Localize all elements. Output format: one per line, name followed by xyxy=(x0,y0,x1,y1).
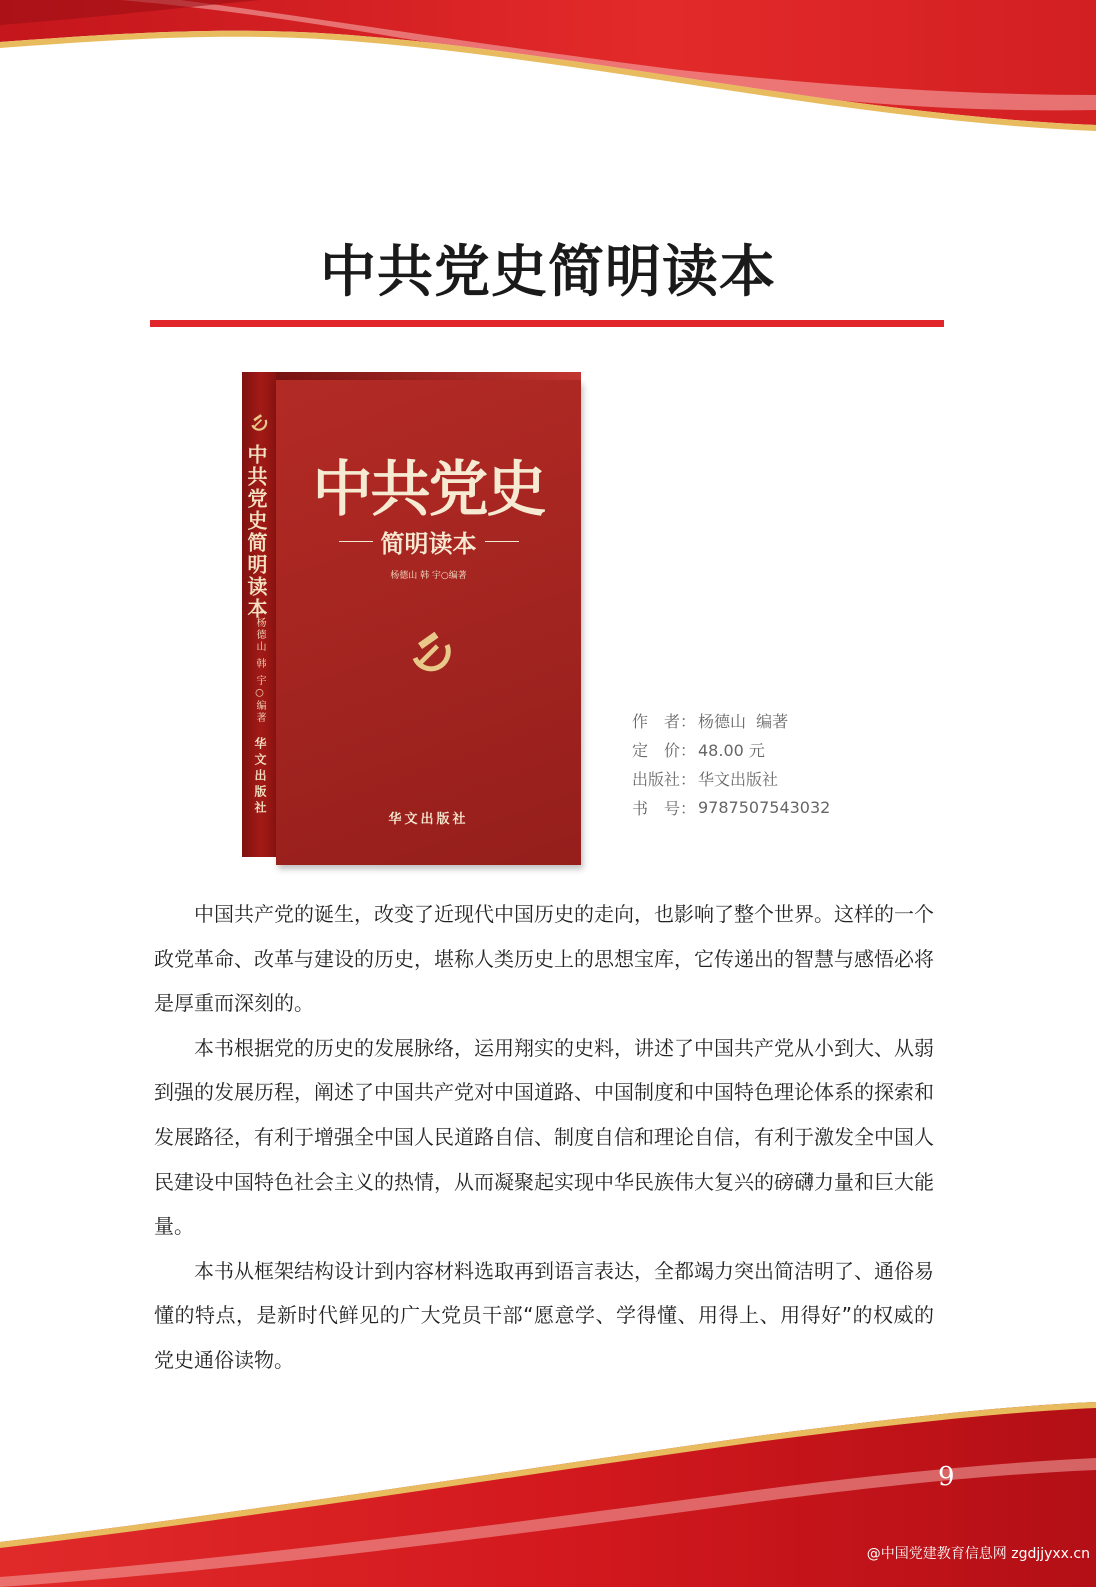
info-row-author xyxy=(632,706,830,735)
title-underline xyxy=(150,320,944,327)
cover-subtitle: 简明读本 xyxy=(380,530,477,558)
cover-subtitle-row xyxy=(276,524,581,559)
paragraph: 本书根据党的历史的发展脉络，运用翔实的史料，讲述了中国共产党从小到大、从弱到强的发展历程，阐述了中国共产党对中国道路、中国制度和中国特色理论体系的探索和发展路径，有利于增强全中国人民道路自信、制度自信和理论自信，有利于激发全中国人民建设中国特色社会主义的热情，从而凝聚起实现中华民族伟大复兴的磅礴力量和巨大能量。 xyxy=(154,1035,934,1239)
cover-subtitle-line-right xyxy=(485,541,519,542)
info-value: 9787507543032 xyxy=(698,798,831,817)
book-description xyxy=(154,892,934,1383)
cover-publisher: 华文出版社 xyxy=(388,812,469,827)
top-ribbon-decoration xyxy=(0,0,1096,135)
book-top-edge xyxy=(242,372,581,380)
book-info xyxy=(632,706,830,822)
page-title: 中共党史简明读本 xyxy=(320,240,776,305)
info-row-price xyxy=(632,735,830,764)
info-label: 书 号： xyxy=(632,799,697,818)
book-cover-image xyxy=(242,372,587,865)
info-row-publisher xyxy=(632,764,830,793)
spine-publisher: 华文出版社 xyxy=(253,737,267,817)
info-label: 出版社： xyxy=(632,770,697,789)
cover-subtitle-line-left xyxy=(339,541,373,542)
info-value: 华文出版社 xyxy=(698,770,779,789)
info-label: 定 价： xyxy=(632,741,697,760)
cover-title: 中共党史 xyxy=(312,455,545,525)
page-number: 9 xyxy=(938,1462,955,1492)
info-value: 48.00 元 xyxy=(698,741,765,760)
hammer-sickle-icon xyxy=(406,628,456,678)
hammer-sickle-icon xyxy=(248,412,270,434)
cover-author: 杨德山 韩 宇○编著 xyxy=(390,571,467,581)
info-row-isbn xyxy=(632,793,830,822)
paragraph: 中国共产党的诞生，改变了近现代中国历史的走向，也影响了整个世界。这样的一个政党革命、改革与建设的历史，堪称人类历史上的思想宝库，它传递出的智慧与感悟必将是厚重而深刻的。 xyxy=(154,902,934,1016)
spine-author: 杨德山 韩 宇○编著 xyxy=(254,617,265,725)
book-spine xyxy=(242,372,276,857)
paragraph: 本书从框架结构设计到内容材料选取再到语言表达，全都竭力突出简洁明了、通俗易懂的特点，是新时代鲜见的广大党员干部“愿意学、学得懂、用得上、用得好”的权威的党史通俗读物。 xyxy=(154,1258,934,1372)
info-label: 作 者： xyxy=(632,712,697,731)
info-value: 杨德山 编著 xyxy=(698,712,789,731)
watermark: @中国党建教育信息网 zgdjjyxx.cn xyxy=(866,1546,1090,1562)
spine-title: 中共党史简明读本 xyxy=(244,444,268,620)
book-front-cover xyxy=(276,380,581,865)
